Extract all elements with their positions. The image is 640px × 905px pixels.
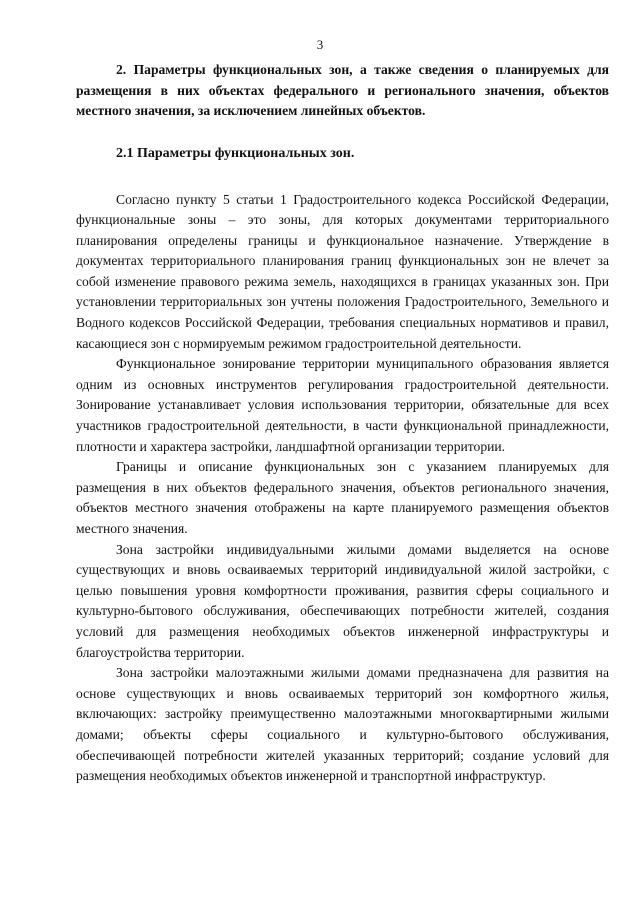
section-heading: 2. Параметры функциональных зон, а также сведения о планируемых для размещения в них объектах федерального и регионального значения, объектов местного значения, за исключением линейных объектов. [76,62,609,118]
paragraph-functional-zoning: Функциональное зонирование территории муниципального образования является одним из основных инструментов регулирования градостроительной деятельности. Зонирование устанавливает условия использования территории, обязательные для всех участников градостроительной деятельности, в части функциональной принадлежности, плотности и характера застройки, ландшафтной организации территории. [76,356,609,454]
paragraph-low-rise-housing-zone: Зона застройки малоэтажными жилыми домами предназначена для развития на основе существующих и вновь осваиваемых территорий зон комфортного жилья, включающих: застройку преимущественно малоэтажными многоквартирными жилыми домами; объекты сферы социального и культурно-бытового обслуживания, обеспечивающей потребности жителей указанных территорий; создание условий для размещения необходимых объектов инженерной и транспортной инфраструктур. [76,665,609,784]
paragraph-functional-zones-definition: Согласно пункту 5 статьи 1 Градостроительного кодекса Российской Федерации, функциональные зоны – это зоны, для которых документами территориального планирования определены границы и функциональное назначение. Утверждение в документах территориального планирования границ функциональных зон не влечет за собой изменение правового режима земель, находящихся в границах указанных зон. При установлении территориальных зон учтены положения Градостроительного, Земельного и Водного кодексов Российской Федерации, требования специальных нормативов и правил, касающиеся зон с нормируемым режимом градостроительной деятельности. [76,191,609,351]
page-number: 3 [316,37,324,52]
page-content [76,60,609,787]
paragraph-individual-housing-zone: Зона застройки индивидуальными жилыми домами выделяется на основе существующих и вновь осваиваемых территорий индивидуальной жилой застройки, с целью повышения уровня комфортности проживания, развития сферы социального и культурно-бытового обслуживания, обеспечивающих потребности жителей, создания условий для размещения необходимых объектов инженерной инфраструктуры и благоустройства территории. [76,541,609,660]
subsection-heading: 2.1 Параметры функциональных зон. [116,145,355,161]
body-text [76,190,609,787]
paragraph-zone-boundaries: Границы и описание функциональных зон с указанием планируемых для размещения в них объектов федерального значения, объектов регионального значения, объектов местного значения отображены на карте планируемого размещения объектов местного значения. [76,459,609,536]
